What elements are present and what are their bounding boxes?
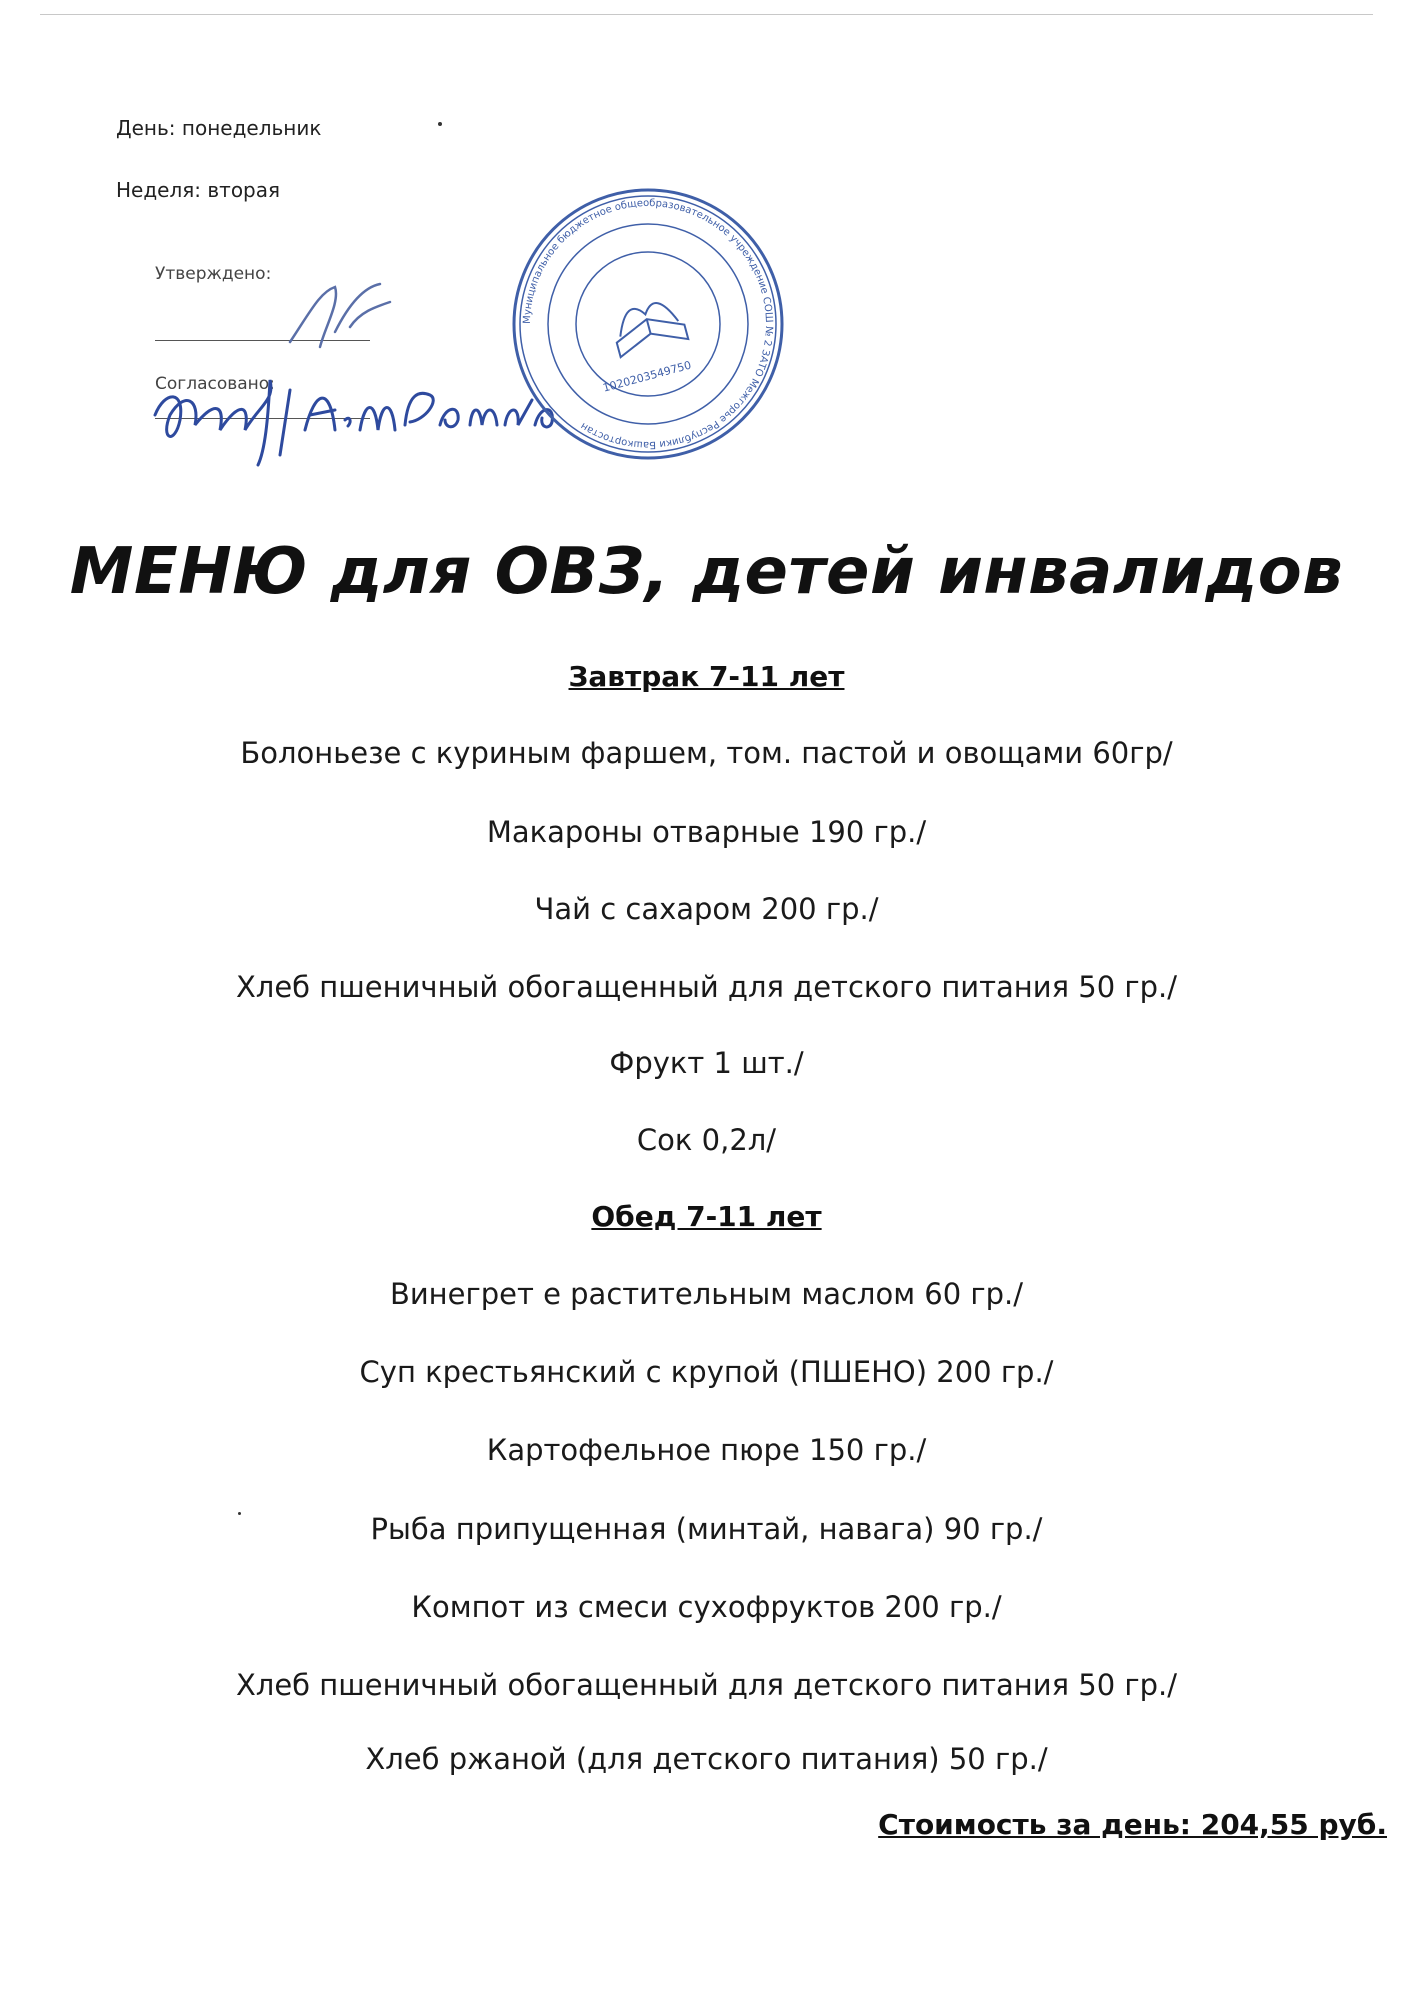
lunch-item: Суп крестьянский с крупой (ПШЕНО) 200 гр./ (359, 1355, 1054, 1389)
week-label: Неделя: вторая (116, 178, 281, 202)
lunch-item: Винегрет е растительным маслом 60 гр./ (389, 1277, 1024, 1311)
scan-speck (438, 122, 442, 126)
breakfast-item: Макароны отварные 190 гр./ (486, 815, 927, 849)
approval-signature (280, 272, 400, 362)
menu-title: МЕНЮ для ОВЗ, детей инвалидов (69, 535, 1344, 609)
breakfast-item: Болоньезе с куриным фаршем, том. пастой и овощами 60гр/ (240, 736, 1173, 770)
lunch-item: Хлеб ржаной (для детского питания) 50 гр./ (365, 1742, 1048, 1776)
agreed-label: Согласовано: (155, 374, 275, 394)
daily-total: Стоимость за день: 204,55 руб. (878, 1808, 1387, 1841)
breakfast-item: Фрукт 1 шт./ (609, 1046, 804, 1080)
lunch-item: Компот из смеси сухофруктов 200 гр./ (411, 1590, 1002, 1624)
day-label: День: понедельник (116, 116, 322, 140)
lunch-item: Рыба припущенная (минтай, навага) 90 гр./ (370, 1512, 1043, 1546)
scan-edge-line (40, 14, 1373, 15)
stamp-text: Муниципальное бюджетное общеобразовательное учреждение СОШ № 2 ЗАТО Межгорье Республики Башкортостан (521, 197, 775, 451)
approved-label: Утверждено: (155, 264, 272, 284)
book-icon (609, 297, 688, 357)
lunch-heading: Обед 7-11 лет (591, 1200, 822, 1233)
scan-speck (238, 1512, 241, 1515)
breakfast-heading: Завтрак 7-11 лет (568, 660, 845, 693)
breakfast-item: Хлеб пшеничный обогащенный для детского питания 50 гр./ (235, 970, 1178, 1004)
lunch-item: Хлеб пшеничный обогащенный для детского питания 50 гр./ (235, 1668, 1178, 1702)
breakfast-item: Чай с сахаром 200 гр./ (534, 892, 879, 926)
lunch-item: Картофельное пюре 150 гр./ (486, 1433, 927, 1467)
school-stamp (508, 184, 788, 464)
stamp-number: 1020203549750 (601, 358, 693, 395)
breakfast-item: Сок 0,2л/ (636, 1123, 777, 1157)
